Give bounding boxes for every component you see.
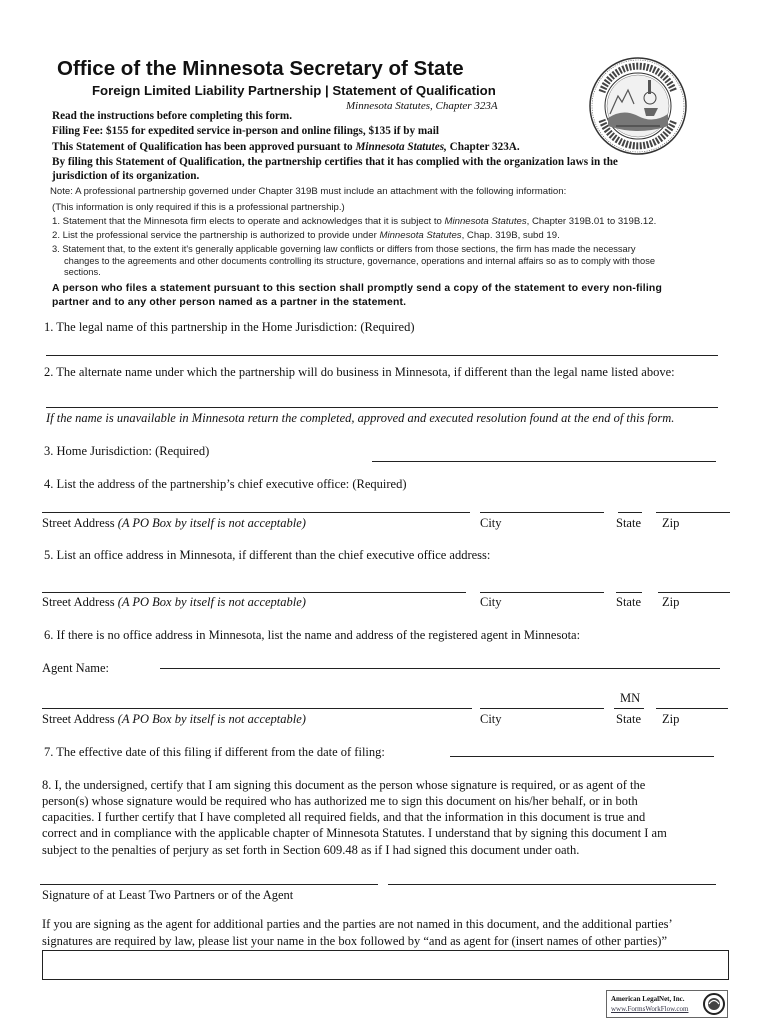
q5-city-field[interactable] bbox=[480, 592, 604, 593]
approval-chapter: Chapter 323A. bbox=[446, 141, 520, 153]
q8-line-4: correct and in compliance with the applicable chapter of Minnesota Statutes. I understand that by signing this document I am bbox=[42, 826, 667, 840]
street-note: (A PO Box by itself is not acceptable) bbox=[117, 712, 306, 726]
note-item-3-line-2: changes to the agreements and other documents controlling its structure, governance, operations and internal affairs so as to comply with those bbox=[64, 256, 656, 266]
footer-url[interactable]: www.FormsWorkFlow.com bbox=[611, 1005, 689, 1013]
approval-statement bbox=[52, 141, 520, 153]
q4-street-field[interactable] bbox=[42, 512, 470, 513]
note-condition: (This information is only required if this is a professional partnership.) bbox=[52, 202, 345, 213]
q6-state-label: State bbox=[616, 712, 641, 726]
note-item-2-chapter: , Chap. 319B, subd 19. bbox=[461, 230, 560, 241]
q4-zip-field[interactable] bbox=[656, 512, 730, 513]
note-item-1-statute: Minnesota Statutes bbox=[444, 216, 527, 227]
q5-street-label bbox=[42, 595, 306, 610]
q5-street-field[interactable] bbox=[42, 592, 466, 593]
q4-state-label: State bbox=[616, 516, 641, 530]
street-text: Street Address bbox=[42, 595, 118, 609]
signature-field-2[interactable] bbox=[388, 884, 716, 885]
q5-state-label: State bbox=[616, 595, 641, 609]
q6-label: 6. If there is no office address in Minnesota, list the name and address of the registered agent in Minnesota: bbox=[44, 628, 581, 642]
q3-home-jurisdiction-field[interactable] bbox=[372, 461, 716, 462]
street-note: (A PO Box by itself is not acceptable) bbox=[117, 595, 306, 609]
q5-label: 5. List an office address in Minnesota, if different than the chief executive office address: bbox=[44, 548, 491, 562]
instructions-note: Read the instructions before completing this form. bbox=[52, 110, 292, 122]
state-seal bbox=[588, 56, 688, 156]
q8-line-1: 8. I, the undersigned, certify that I am signing this document as the person whose signature is required, or as agent of the bbox=[42, 778, 646, 792]
q4-street-label bbox=[42, 516, 306, 531]
footer-logo-icon bbox=[703, 993, 725, 1015]
page-title: Office of the Minnesota Secretary of State bbox=[57, 57, 464, 80]
q5-city-label: City bbox=[480, 595, 502, 609]
q4-state-field[interactable] bbox=[618, 512, 642, 513]
note-item-1 bbox=[52, 216, 656, 227]
q2-label: 2. The alternate name under which the partnership will do business in Minnesota, if different than the legal name listed above: bbox=[44, 365, 675, 379]
q7-label: 7. The effective date of this filing if different from the date of filing: bbox=[44, 745, 385, 759]
note-item-1-chapter: , Chapter 319B.01 to 319B.12. bbox=[526, 216, 657, 227]
q4-zip-label: Zip bbox=[662, 516, 680, 530]
note-item-3-line-1: 3. Statement that, to the extent it's generally applicable governing law conflicts or differs from those sections, the firm has made the necessary bbox=[52, 244, 636, 254]
filing-fee: Filing Fee: $155 for expedited service in-person and online filings, $135 if by mail bbox=[52, 125, 439, 137]
q4-city-label: City bbox=[480, 516, 502, 530]
agent-state-value: MN bbox=[620, 691, 641, 705]
seal-graphic bbox=[588, 56, 688, 156]
notice-line-1: A person who files a statement pursuant to this section shall promptly send a copy of the statement to every non-filing bbox=[52, 283, 662, 294]
q5-zip-field[interactable] bbox=[658, 592, 730, 593]
q5-state-field[interactable] bbox=[616, 592, 642, 593]
q1-label: 1. The legal name of this partnership in the Home Jurisdiction: (Required) bbox=[44, 320, 415, 334]
q6-city-field[interactable] bbox=[480, 708, 604, 709]
agent-parties-box[interactable] bbox=[42, 950, 729, 980]
footer-badge bbox=[606, 990, 728, 1018]
q4-city-field[interactable] bbox=[480, 512, 604, 513]
notice-line-2: partner and to any other person named as a partner in the statement. bbox=[52, 297, 407, 308]
note-item-2-text: 2. List the professional service the partnership is authorized to provide under bbox=[52, 230, 380, 241]
approval-text: This Statement of Qualification has been approved pursuant to bbox=[52, 141, 356, 153]
signature-label: Signature of at Least Two Partners or of the Agent bbox=[42, 888, 294, 902]
q8-line-3: capacities. I further certify that I have completed all required fields, and that the information in this document is true and bbox=[42, 810, 646, 824]
q5-zip-label: Zip bbox=[662, 595, 680, 609]
note-item-3-line-3: sections. bbox=[64, 267, 101, 277]
note-item-2 bbox=[52, 230, 560, 241]
form-subtitle: Foreign Limited Liability Partnership | Statement of Qualification bbox=[92, 83, 496, 98]
certification-line-1: By filing this Statement of Qualification, the partnership certifies that it has complied with the organization laws in the bbox=[52, 156, 618, 168]
signature-field-1[interactable] bbox=[40, 884, 378, 885]
q6-city-label: City bbox=[480, 712, 502, 726]
q1-legal-name-field[interactable] bbox=[46, 355, 718, 356]
certification-line-2: jurisdiction of its organization. bbox=[52, 170, 200, 182]
statute-reference: Minnesota Statutes, Chapter 323A bbox=[346, 100, 498, 112]
note-item-1-text: 1. Statement that the Minnesota firm elects to operate and acknowledges that it is subject to bbox=[52, 216, 445, 227]
q6-street-field[interactable] bbox=[42, 708, 472, 709]
street-note: (A PO Box by itself is not acceptable) bbox=[117, 516, 306, 530]
q6-zip-label: Zip bbox=[662, 712, 680, 726]
q2-alternate-name-field[interactable] bbox=[46, 407, 718, 408]
agent-parties-line-2: signatures are required by law, please list your name in the box followed by “and as agent for (insert names of other parties)” bbox=[42, 934, 668, 948]
q7-effective-date-field[interactable] bbox=[450, 756, 714, 757]
footer-company: American LegalNet, Inc. bbox=[611, 995, 685, 1003]
q2-note: If the name is unavailable in Minnesota return the completed, approved and executed resolution found at the end of this form. bbox=[46, 411, 675, 425]
street-text: Street Address bbox=[42, 712, 118, 726]
q8-line-2: person(s) whose signature would be required who has authorized me to sign this document on his/her behalf, or in both bbox=[42, 794, 638, 808]
q6-street-label bbox=[42, 712, 306, 727]
agent-name-field[interactable] bbox=[160, 668, 720, 669]
approval-statute: Minnesota Statutes, bbox=[355, 141, 447, 153]
q3-label: 3. Home Jurisdiction: (Required) bbox=[44, 444, 210, 458]
agent-name-label: Agent Name: bbox=[42, 661, 109, 675]
q6-state-field[interactable] bbox=[614, 708, 644, 709]
street-text: Street Address bbox=[42, 516, 118, 530]
agent-parties-line-1: If you are signing as the agent for additional parties and the parties are not named in this document, and the additional parties’ bbox=[42, 917, 673, 931]
q4-label: 4. List the address of the partnership’s chief executive office: (Required) bbox=[44, 477, 407, 491]
q8-line-5: subject to the penalties of perjury as set forth in Section 609.48 as if I had signed this document under oath. bbox=[42, 843, 580, 857]
note-intro: Note: A professional partnership governed under Chapter 319B must include an attachment with the following information: bbox=[50, 186, 567, 197]
note-item-2-statute: Minnesota Statutes bbox=[379, 230, 462, 241]
q6-zip-field[interactable] bbox=[656, 708, 728, 709]
